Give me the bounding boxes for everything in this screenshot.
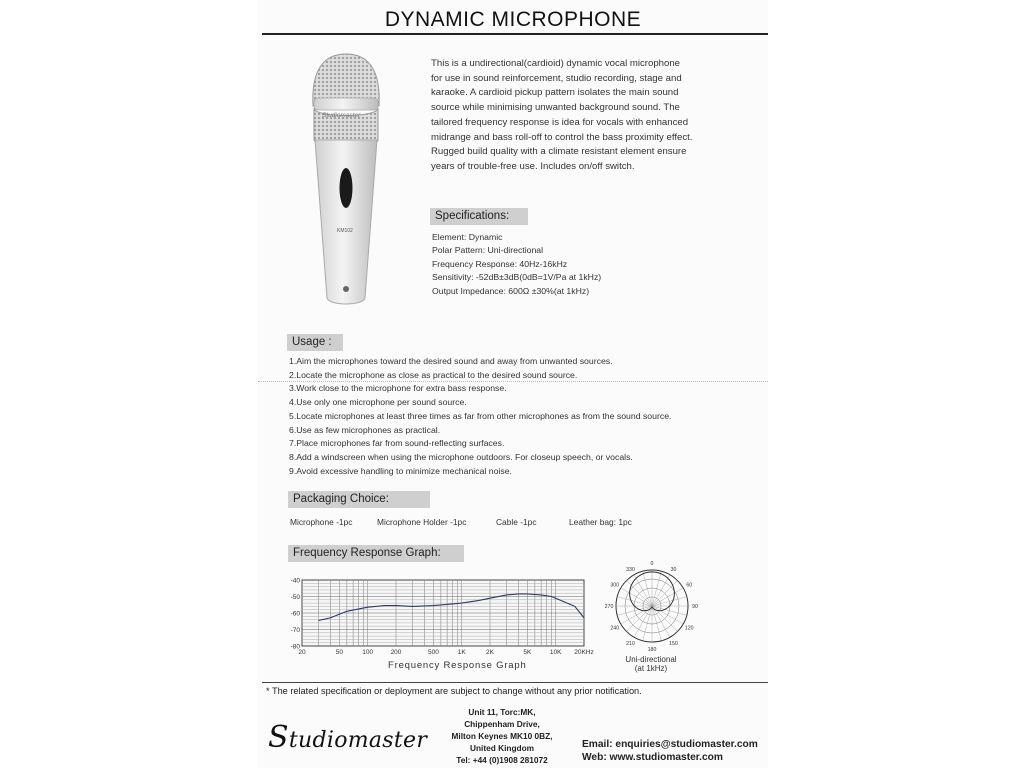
polar-angle-label: 210 (626, 641, 635, 648)
y-tick-label: -50 (290, 594, 300, 601)
polar-spoke (643, 606, 652, 641)
usage-item: 8.Add a windscreen when using the microphone outdoors. For closeup speech, or vocals. (289, 451, 633, 462)
polar-angle-label: 120 (684, 625, 694, 632)
y-tick-label: -60 (290, 610, 300, 618)
polar-angle-label: 90 (692, 604, 698, 610)
mic-brand-text: Studiomaster (322, 112, 361, 119)
x-tick-label: 5K (523, 649, 532, 656)
packaging-item: Leather bag: 1pc (569, 517, 632, 527)
x-tick-label: 2K (486, 649, 494, 656)
brand-logo (268, 720, 427, 755)
address-line: Unit 11, Torc:MK, (468, 707, 536, 717)
address-line: Tel: +44 (0)1908 281072 (456, 755, 548, 765)
x-tick-label: 500 (427, 649, 439, 656)
description-line: karaoke. A cardioid pickup pattern isolates the main sound (431, 87, 679, 99)
polar-angle-label: 180 (647, 647, 657, 653)
description-line: This is a undirectional(cardioid) dynamic vocal microphone (431, 58, 681, 69)
address-line: Milton Keynes MK10 0BZ, (451, 731, 553, 741)
x-tick-label: 200 (390, 649, 402, 656)
specifications-heading: Specifications: (430, 208, 528, 225)
description-line: Rugged build quality with a climate resistant element ensure (431, 146, 687, 158)
spec-item: Frequency Response: 40Hz-16kHz (432, 258, 568, 269)
packaging-item: Microphone Holder -1pc (377, 517, 467, 527)
polar-spoke (643, 571, 652, 606)
polar-spoke (652, 606, 661, 641)
packaging-heading: Packaging Choice: (288, 491, 430, 508)
spec-item: Output Impedance: 600Ω ±30%(at 1kHz) (432, 285, 590, 296)
polar-angle-label: 300 (610, 582, 620, 589)
polar-angle-label: 330 (626, 566, 635, 573)
notice-divider (262, 682, 768, 683)
usage-item: 3.Work close to the microphone for extra bass response. (289, 383, 507, 394)
contact-web[interactable]: Web: www.studiomaster.com (582, 752, 723, 763)
frequency-response-chart (284, 574, 604, 662)
address-line: United Kingdom (469, 743, 535, 753)
product-description (431, 57, 751, 175)
frequency-graph-caption: Frequency Response Graph (388, 660, 527, 671)
polar-spoke (617, 597, 652, 606)
polar-spoke (621, 606, 652, 624)
polar-angle-label: 60 (686, 582, 693, 589)
description-line: years of trouble-free use. Includes on/off switch. (431, 160, 635, 172)
polar-pattern-chart (596, 558, 708, 654)
x-tick-label: 20 (298, 649, 306, 656)
packaging-item: Microphone -1pc (290, 517, 353, 527)
usage-item: 9.Avoid excessive handling to minimize mechanical noise. (289, 465, 512, 476)
x-tick-label: 20KHz (574, 649, 594, 656)
usage-item: 1.Aim the microphones toward the desired sound and away from unwanted sources. (289, 356, 613, 366)
polar-caption (620, 655, 682, 673)
x-tick-label: 100 (362, 649, 374, 656)
specifications-list (432, 231, 601, 298)
polar-angle-label: 240 (610, 625, 620, 632)
x-tick-label: 1K (457, 649, 466, 656)
polar-spoke (621, 588, 652, 606)
y-tick-label: -70 (290, 627, 300, 634)
packaging-item: Cable -1pc (496, 517, 537, 527)
usage-item: 5.Locate microphones at least three times as far from other microphones as from the sound source. (289, 410, 672, 421)
contact-info (582, 738, 758, 764)
polar-spoke (652, 571, 661, 606)
brand-rest: tudiomaster (288, 728, 428, 753)
usage-heading: Usage : (287, 334, 343, 351)
usage-item: 4.Use only one microphone per sound source. (289, 397, 467, 408)
polar-spoke (652, 606, 683, 624)
polar-spoke (627, 581, 652, 606)
polar-angle-label: 270 (604, 604, 614, 610)
usage-item: 6.Use as few microphones as practical. (289, 424, 441, 435)
address-line: Chippenham Drive, (464, 719, 540, 729)
title-divider (262, 33, 768, 35)
spec-item: Polar Pattern: Uni-directional (432, 245, 544, 256)
polar-spoke (652, 575, 670, 606)
polar-spoke (634, 575, 652, 606)
page-title: DYNAMIC MICROPHONE (384, 8, 642, 31)
spec-item: Element: Dynamic (432, 232, 503, 242)
frequency-graph-heading: Frequency Response Graph: (288, 545, 464, 562)
description-line: source while minimising unwanted background sound. The (431, 102, 680, 114)
usage-list (289, 355, 671, 478)
description-line: for use in sound reinforcement, studio recording, stage and (431, 72, 682, 84)
company-address (432, 706, 572, 766)
polar-angle-label: 0 (650, 561, 654, 567)
x-tick-label: 10K (549, 649, 562, 656)
y-tick-label: -80 (290, 643, 300, 651)
polar-angle-label: 150 (669, 641, 678, 648)
polar-caption-line: (at 1kHz) (634, 664, 668, 673)
change-notice: * The related specification or deployment are subject to change without any prior notification. (266, 686, 642, 696)
polar-caption-line: Uni-directional (625, 655, 677, 664)
polar-spoke (652, 588, 683, 606)
description-line: tailored frequency response is idea for vocals with enhanced (431, 116, 689, 128)
microphone-image (305, 48, 387, 318)
mic-model-text: KM102 (337, 228, 353, 234)
usage-item: 2.Locate the microphone as close as practical to the desired sound source. (289, 369, 578, 380)
x-tick-label: 50 (335, 649, 344, 656)
y-tick-label: -40 (290, 577, 300, 585)
polar-angle-label: 30 (670, 566, 677, 573)
polar-spoke (652, 597, 687, 606)
description-line: midrange and bass roll-off to control the bass proximity effect. (431, 131, 693, 143)
contact-email[interactable]: Email: enquiries@studiomaster.com (582, 739, 758, 750)
polar-spoke (652, 581, 677, 606)
spec-item: Sensitivity: -52dB±3dB(0dB=1V/Pa at 1kHz) (432, 272, 602, 283)
usage-item: 7.Place microphones far from sound-reflecting surfaces. (289, 438, 505, 449)
brand-initial: S (268, 720, 289, 755)
